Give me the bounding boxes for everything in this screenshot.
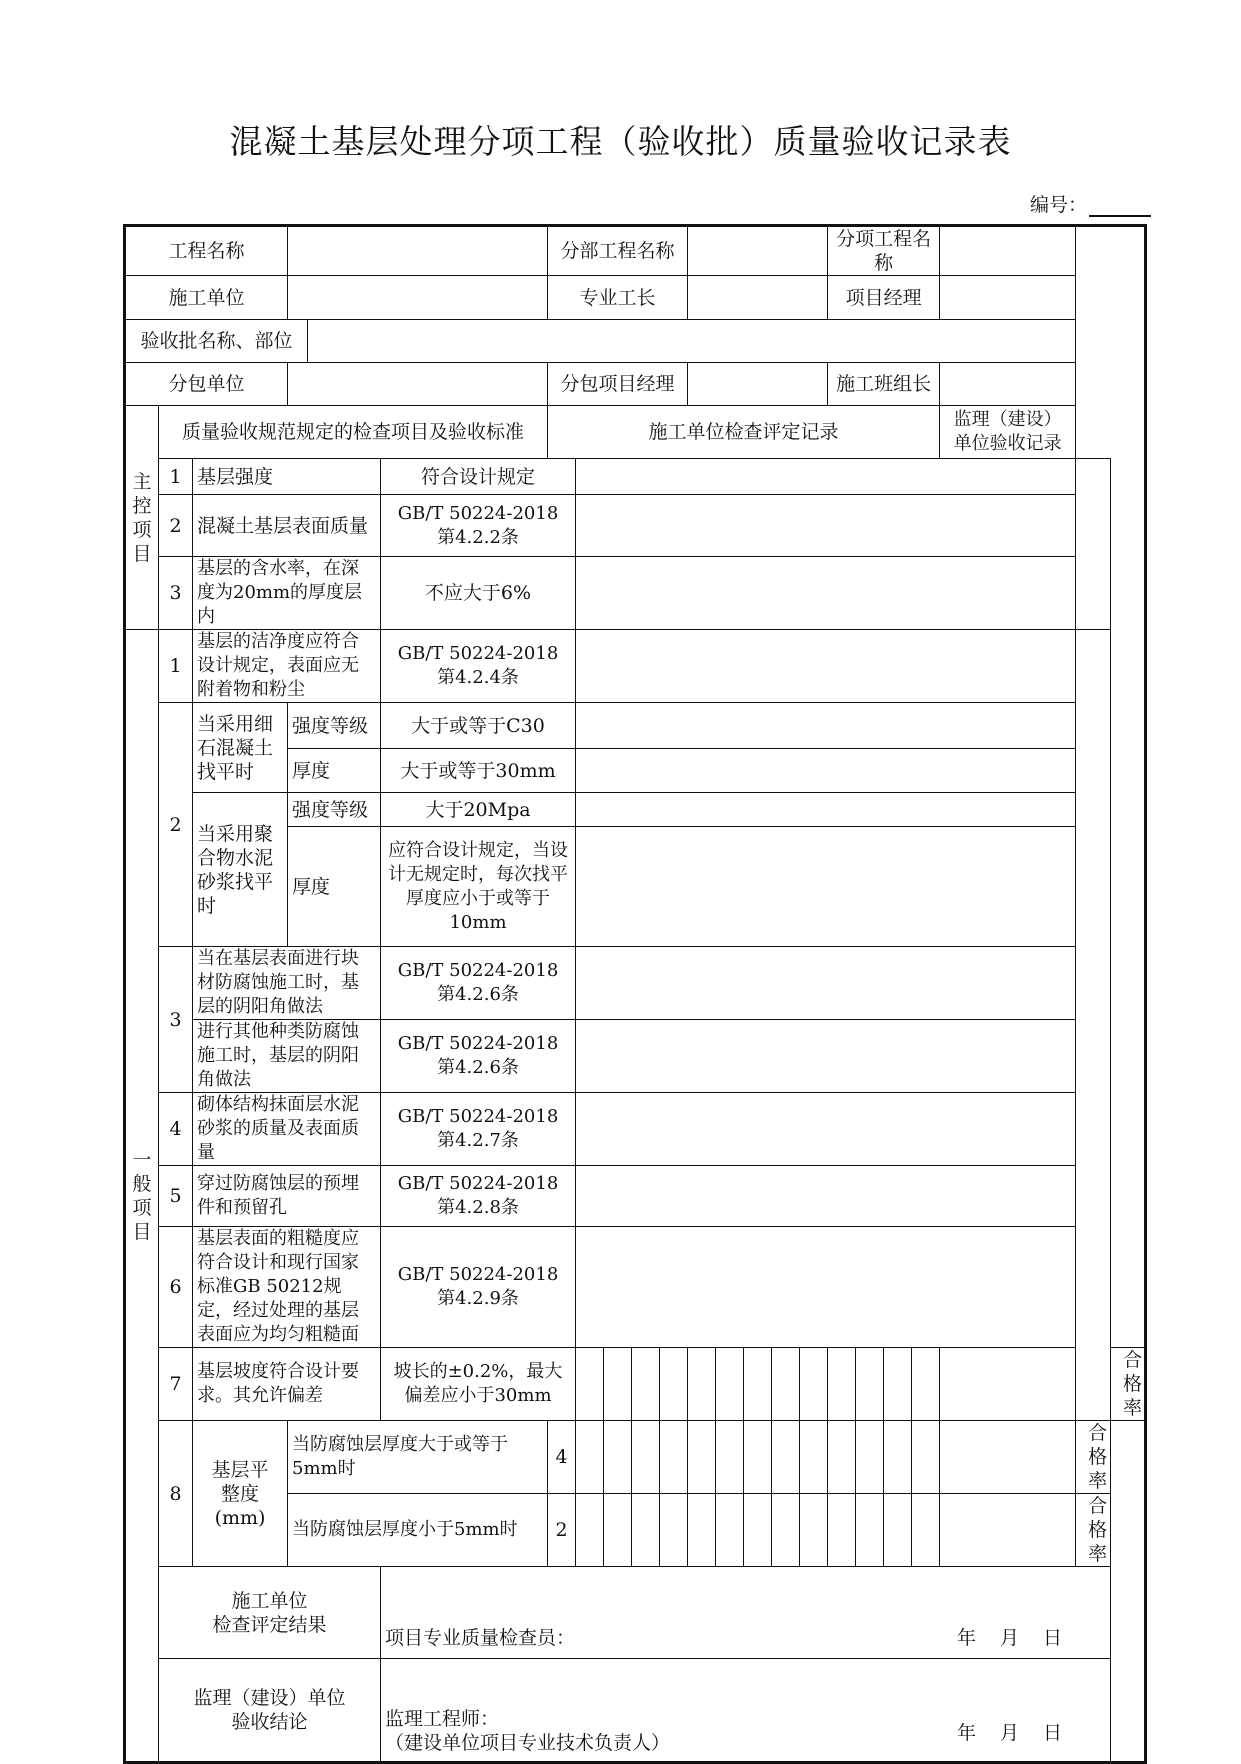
measurement-cell[interactable] <box>688 1421 716 1494</box>
construction-unit-label: 施工单位 <box>125 276 288 320</box>
main-group-label <box>125 406 159 630</box>
engineer-note: （建设单位项目专业技术负责人） <box>385 1732 671 1754</box>
standard-clause: 第4.2.4条 <box>437 667 519 688</box>
measurement-cell[interactable] <box>604 1348 632 1421</box>
measurement-cell[interactable] <box>800 1348 828 1421</box>
general-item-record[interactable] <box>576 1166 1076 1227</box>
general-item-record[interactable] <box>576 749 1076 793</box>
measurement-cell[interactable] <box>884 1421 912 1494</box>
record-number-label: 编号： <box>1030 194 1088 216</box>
general-item-no: 2 <box>159 703 193 947</box>
general-item-standard <box>381 1227 576 1348</box>
header-row-4 <box>125 363 1146 406</box>
general-item-no: 6 <box>159 1227 193 1348</box>
main-item-name: 混凝土基层表面质量 <box>193 495 381 557</box>
measurement-cell[interactable] <box>576 1348 604 1421</box>
header-row-2 <box>125 276 1146 320</box>
date-month: 月 <box>1000 1722 1020 1744</box>
general-supervision-record[interactable] <box>1076 630 1111 1421</box>
standard-code: GB/T 50224-2018 <box>397 1033 559 1054</box>
standard-clause: 第4.2.7条 <box>437 1130 519 1151</box>
main-item-no: 3 <box>159 557 193 630</box>
main-group-text: 主控项目 <box>132 470 152 565</box>
main-item-row-2 <box>125 495 1146 557</box>
general-item-no: 3 <box>159 947 193 1093</box>
flatness-label-line-2: 整度 <box>220 1482 259 1505</box>
subitem-name-label: 分项工程名称 <box>828 226 940 276</box>
case-a-label <box>193 703 288 793</box>
supervision-conclusion-line-2: 验收结论 <box>231 1711 308 1733</box>
case-a-standard: 大于或等于C30 <box>381 703 576 749</box>
header-row-1 <box>125 226 1146 276</box>
flatness-condition: 当防腐蚀层厚度小于5mm时 <box>288 1494 548 1567</box>
general-item-row-8a <box>125 1421 1146 1494</box>
general-item-name: 进行其他种类防腐蚀施工时，基层的阴阳角做法 <box>193 1020 381 1093</box>
measurement-cell[interactable] <box>828 1421 856 1494</box>
date-day: 日 <box>1043 1722 1063 1744</box>
measurement-cell[interactable] <box>632 1421 660 1494</box>
measurement-cell[interactable] <box>884 1494 912 1567</box>
measurement-cell[interactable] <box>716 1421 744 1494</box>
general-item-record[interactable] <box>576 703 1076 749</box>
main-item-standard: 不应大于6% <box>381 557 576 630</box>
general-item-standard <box>381 1166 576 1227</box>
page-title: 混凝土基层处理分项工程（验收批）质量验收记录表 <box>229 122 1012 161</box>
main-supervision-record[interactable] <box>1076 459 1111 630</box>
case-b-prop: 厚度 <box>288 827 381 947</box>
measurement-cell[interactable] <box>660 1348 688 1421</box>
general-group-text: 一般项目 <box>132 1148 152 1243</box>
supervision-date <box>933 1721 1062 1745</box>
standard-code: GB/T 50224-2018 <box>397 643 559 664</box>
measurement-cell[interactable] <box>772 1421 800 1494</box>
general-item-row-2c <box>125 793 1146 827</box>
subitem-name-field[interactable] <box>940 226 1076 276</box>
engineer-label: 监理工程师： <box>385 1708 500 1730</box>
record-column-header: 施工单位检查评定记录 <box>548 406 940 459</box>
project-name-field[interactable] <box>288 226 548 276</box>
measurement-cell[interactable] <box>604 1494 632 1567</box>
case-b-label <box>193 793 288 947</box>
inspector-label: 项目专业质量检查员： <box>385 1627 576 1649</box>
standard-clause: 第4.2.6条 <box>437 984 519 1005</box>
case-b-prop: 强度等级 <box>288 793 381 827</box>
case-a-standard: 大于或等于30mm <box>381 749 576 793</box>
case-b-text: 当采用聚合物水泥砂浆找平时 <box>197 822 274 917</box>
supervision-conclusion-label <box>159 1659 381 1763</box>
construction-result-row <box>125 1567 1146 1659</box>
project-name-label: 工程名称 <box>125 226 288 276</box>
measurement-cell[interactable] <box>688 1348 716 1421</box>
general-item-row-5 <box>125 1166 1146 1227</box>
pass-rate-label: 合格率 <box>1076 1421 1111 1494</box>
sub-pm-label: 分包项目经理 <box>548 363 688 406</box>
standard-clause: 第4.2.9条 <box>437 1288 519 1309</box>
case-b-standard: 大于20Mpa <box>381 793 576 827</box>
measurement-cell[interactable] <box>632 1494 660 1567</box>
construction-result-line-2: 检查评定结果 <box>212 1613 327 1636</box>
measurement-cell[interactable] <box>884 1348 912 1421</box>
flatness-condition: 当防腐蚀层厚度大于或等于5mm时 <box>288 1421 548 1494</box>
standard-code: GB/T 50224-2018 <box>397 1173 559 1194</box>
batch-name-label: 验收批名称、部位 <box>125 320 308 363</box>
general-item-standard: 坡长的±0.2%，最大偏差应小于30mm <box>381 1348 576 1421</box>
date-year: 年 <box>956 1627 976 1649</box>
subcontractor-label: 分包单位 <box>125 363 288 406</box>
team-leader-field[interactable] <box>940 363 1076 406</box>
division-name-label: 分部工程名称 <box>548 226 688 276</box>
main-item-no: 1 <box>159 459 193 495</box>
general-item-standard <box>381 947 576 1020</box>
measurement-cell[interactable] <box>940 1421 1076 1494</box>
construction-result-line-1: 施工单位 <box>231 1589 308 1612</box>
general-item-name: 基层的洁净度应符合设计规定，表面应无附着物和粉尘 <box>193 630 381 703</box>
inspection-form <box>123 224 1147 1764</box>
general-item-name: 穿过防腐蚀层的预埋件和预留孔 <box>193 1166 381 1227</box>
measurement-cell[interactable] <box>800 1421 828 1494</box>
construction-unit-field[interactable] <box>288 276 548 320</box>
batch-name-field[interactable] <box>308 320 1076 363</box>
measurement-cell[interactable] <box>716 1494 744 1567</box>
general-item-no: 4 <box>159 1093 193 1166</box>
subcontractor-field[interactable] <box>288 363 548 406</box>
measurement-cell[interactable] <box>912 1494 940 1567</box>
construction-date <box>933 1626 1062 1650</box>
measurement-cell[interactable] <box>856 1421 884 1494</box>
case-a-prop: 强度等级 <box>288 703 381 749</box>
date-year: 年 <box>956 1722 976 1744</box>
case-a-prop: 厚度 <box>288 749 381 793</box>
measurement-cell[interactable] <box>772 1348 800 1421</box>
standard-clause: 第4.2.6条 <box>437 1057 519 1078</box>
main-item-name: 基层强度 <box>193 459 381 495</box>
standard-column-header: 质量验收规范规定的检查项目及验收标准 <box>159 406 548 459</box>
standard-code: GB/T 50224-2018 <box>397 960 559 981</box>
date-month: 月 <box>1000 1627 1020 1649</box>
main-item-standard: 符合设计规定 <box>381 459 576 495</box>
measurement-cell[interactable] <box>744 1494 772 1567</box>
foreman-label: 专业工长 <box>548 276 688 320</box>
measurement-cell[interactable] <box>912 1421 940 1494</box>
main-item-standard <box>381 495 576 557</box>
measurement-cell[interactable] <box>660 1494 688 1567</box>
case-a-text: 当采用细石混凝土找平时 <box>197 712 274 783</box>
supervision-conclusion-row <box>125 1659 1146 1763</box>
general-group-label <box>125 630 159 1763</box>
construction-result-label <box>159 1567 381 1659</box>
measurement-cell[interactable] <box>744 1421 772 1494</box>
supervision-conclusion-line-1: 监理（建设）单位 <box>193 1687 346 1709</box>
general-item-record[interactable] <box>576 1020 1076 1093</box>
flatness-standard: 2 <box>548 1494 576 1567</box>
standard-code: GB/T 50224-2018 <box>397 502 559 524</box>
case-b-standard: 应符合设计规定，当设计无规定时，每次找平厚度应小于或等于10mm <box>381 827 576 947</box>
supervision-header-line-1: 监理（建设） <box>953 409 1062 430</box>
general-item-no: 7 <box>159 1348 193 1421</box>
general-item-no: 1 <box>159 630 193 703</box>
main-item-name: 基层的含水率，在深度为20mm的厚度层内 <box>193 557 381 630</box>
general-item-record[interactable] <box>576 827 1076 947</box>
measurement-cell[interactable] <box>772 1494 800 1567</box>
standard-clause: 第4.2.2条 <box>437 526 519 548</box>
record-number-field[interactable] <box>1089 195 1151 217</box>
general-item-no: 8 <box>159 1421 193 1567</box>
supervision-conclusion-field[interactable] <box>381 1659 1111 1763</box>
measurement-cell[interactable] <box>828 1348 856 1421</box>
general-item-standard <box>381 1093 576 1166</box>
general-item-row-2a <box>125 703 1146 749</box>
main-item-record[interactable] <box>576 495 1076 557</box>
general-item-row-7 <box>125 1348 1146 1421</box>
main-item-row-3 <box>125 557 1146 630</box>
measurement-cell[interactable] <box>828 1494 856 1567</box>
measurement-cell[interactable] <box>632 1348 660 1421</box>
main-item-record[interactable] <box>576 459 1076 495</box>
main-item-record[interactable] <box>576 557 1076 630</box>
measurement-cell[interactable] <box>716 1348 744 1421</box>
sub-pm-field[interactable] <box>688 363 828 406</box>
division-name-field[interactable] <box>688 226 828 276</box>
flatness-label-line-3: (mm) <box>214 1506 266 1529</box>
general-item-no: 5 <box>159 1166 193 1227</box>
general-item-name: 基层坡度符合设计要求。其允许偏差 <box>193 1348 381 1421</box>
general-item-name: 当在基层表面进行块材防腐蚀施工时，基层的阴阳角做法 <box>193 947 381 1020</box>
measurement-cell[interactable] <box>576 1494 604 1567</box>
foreman-field[interactable] <box>688 276 828 320</box>
general-item-name: 砌体结构抹面层水泥砂浆的质量及表面质量 <box>193 1093 381 1166</box>
general-item-standard <box>381 630 576 703</box>
main-item-row-1 <box>125 459 1146 495</box>
measurement-cell[interactable] <box>856 1494 884 1567</box>
general-item-row-3a <box>125 947 1146 1020</box>
measurement-cell[interactable] <box>604 1421 632 1494</box>
measurement-cell[interactable] <box>688 1494 716 1567</box>
flatness-standard: 4 <box>548 1421 576 1494</box>
general-item-record[interactable] <box>576 793 1076 827</box>
measurement-cell[interactable] <box>940 1348 1076 1421</box>
general-item-name: 基层表面的粗糙度应符合设计和现行国家标准GB 50212规定，经过处理的基层表面应为均匀粗糙面 <box>193 1227 381 1348</box>
flatness-label <box>193 1421 288 1567</box>
measurement-cell[interactable] <box>856 1348 884 1421</box>
header-row-3 <box>125 320 1146 363</box>
column-header-row <box>125 406 1146 459</box>
measurement-cell[interactable] <box>800 1494 828 1567</box>
measurement-cell[interactable] <box>940 1494 1076 1567</box>
team-leader-label: 施工班组长 <box>828 363 940 406</box>
date-day: 日 <box>1043 1627 1063 1649</box>
flatness-label-line-1: 基层平 <box>211 1458 269 1481</box>
general-item-row-4 <box>125 1093 1146 1166</box>
record-number <box>1030 190 1151 217</box>
measurement-cell[interactable] <box>744 1348 772 1421</box>
general-item-record[interactable] <box>576 630 1076 703</box>
standard-code: GB/T 50224-2018 <box>397 1106 559 1127</box>
supervision-header-line-2: 单位验收记录 <box>953 433 1062 454</box>
general-item-record[interactable] <box>576 1227 1076 1348</box>
supervision-column-header <box>940 406 1076 459</box>
general-item-record[interactable] <box>576 947 1076 1020</box>
measurement-cell[interactable] <box>660 1421 688 1494</box>
engineer-block <box>385 1707 670 1755</box>
general-item-row-3b <box>125 1020 1146 1093</box>
measurement-cell[interactable] <box>912 1348 940 1421</box>
general-item-row-6 <box>125 1227 1146 1348</box>
general-item-standard <box>381 1020 576 1093</box>
project-manager-field[interactable] <box>940 276 1076 320</box>
construction-result-field[interactable] <box>381 1567 1111 1659</box>
general-item-row-1 <box>125 630 1146 703</box>
main-item-no: 2 <box>159 495 193 557</box>
general-item-record[interactable] <box>576 1093 1076 1166</box>
measurement-cell[interactable] <box>576 1421 604 1494</box>
pass-rate-label: 合格率 <box>1076 1494 1111 1567</box>
pass-rate-label: 合格率 <box>1111 1348 1146 1421</box>
project-manager-label: 项目经理 <box>828 276 940 320</box>
standard-code: GB/T 50224-2018 <box>397 1264 559 1285</box>
standard-clause: 第4.2.8条 <box>437 1197 519 1218</box>
